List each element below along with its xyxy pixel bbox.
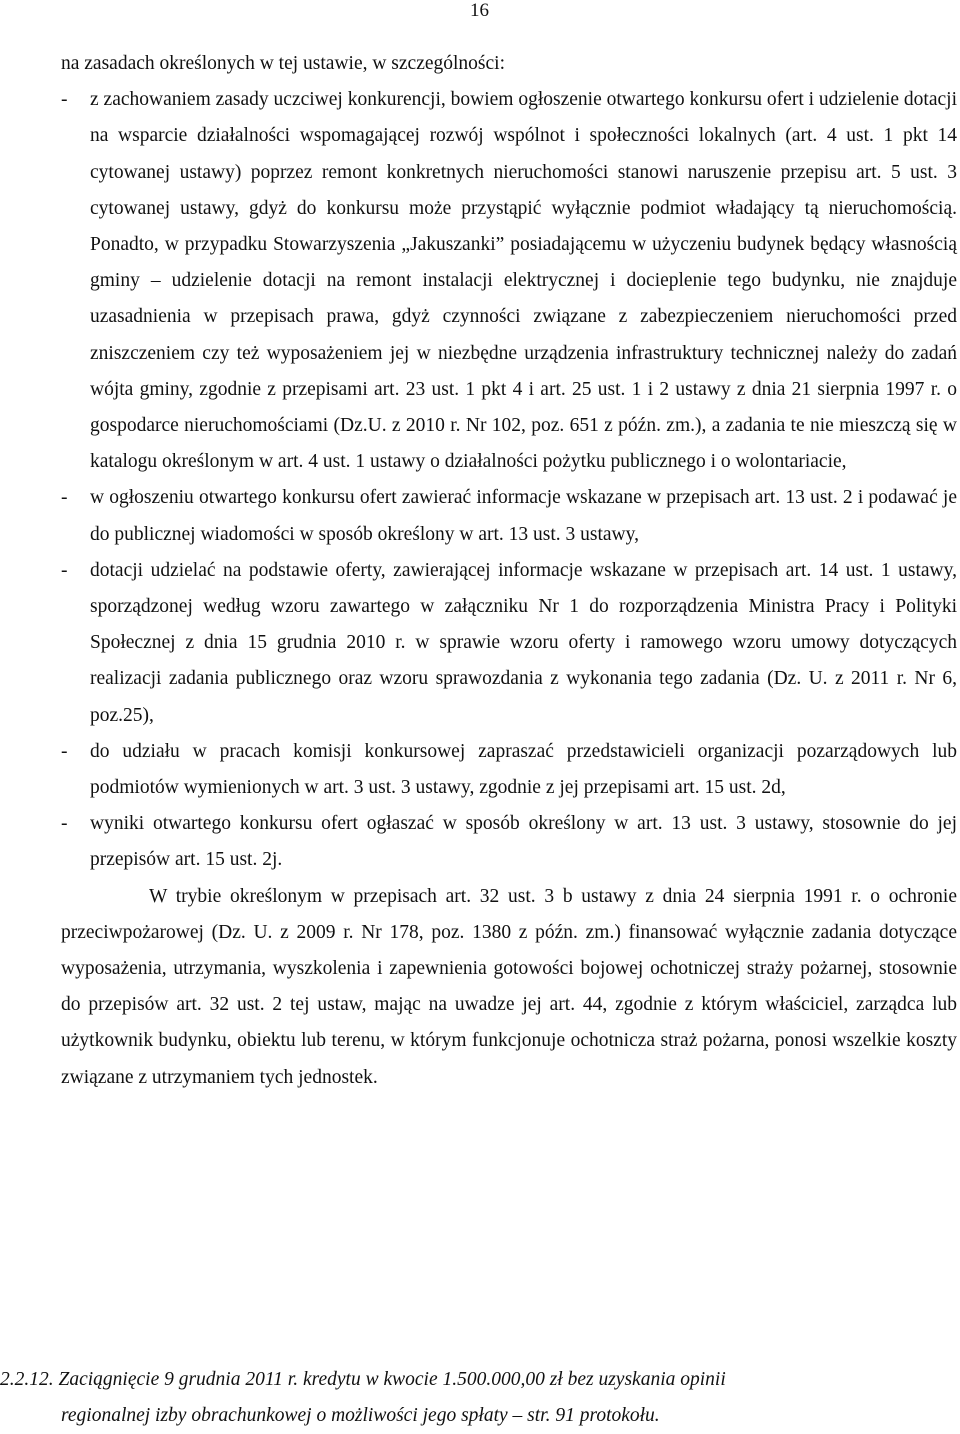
section-heading-line-2: regionalnej izby obrachunkowej o możliwości jego spłaty – str. 91 protokołu. [61, 1405, 660, 1426]
list-item-text: do udziału w pracach komisji konkursowej zapraszać przedstawicieli organizacji pozarządowych lub podmiotów wymienionych w art. 3 ust. 3 ustawy, zgodnie z jej przepisami art. 15 ust. 2d, [90, 740, 957, 799]
list-item [61, 734, 957, 806]
list-item [61, 82, 957, 480]
bullet-dash: - [61, 487, 68, 509]
list-item [61, 480, 957, 552]
document-body [61, 46, 957, 1096]
bullet-dash: - [61, 89, 68, 111]
list-item-text: dotacji udzielać na podstawie oferty, zawierającej informacje wskazane w przepisach art. 14 ust. 1 ustawy, sporządzonej według wzoru zawartego w załączniku Nr 1 do rozporządzenia Ministra Pracy i Polityki Społecznej z dnia 15 grudnia 2010 r. w sprawie wzoru oferty i ramowego wzoru umowy dotyczących realizacji zadania publicznego oraz wzoru sprawozdania z wykonania tego zadania (Dz. U. z 2011 r. Nr 6, poz.25), [90, 559, 957, 726]
body-paragraph: W trybie określonym w przepisach art. 32 ust. 3 b ustawy z dnia 24 sierpnia 1991 r. o ochronie przeciwpożarowej (Dz. U. z 2009 r. Nr 178, poz. 1380 z późn. zm.) finansować wyłącznie zadania dotyczące wyposażenia, utrzymania, wyszkolenia i zapewnienia gotowości bojowej ochotniczej straży pożarnej, stosownie do przepisów art. 32 ust. 2 tej ustaw, mając na uwadze jej art. 44, zgodnie z którym właściciel, zarządca lub użytkownik budynku, obiektu lub terenu, w którym funkcjonuje ochotnicza straż pożarna, ponosi wszelkie koszty związane z utrzymaniem tych jednostek. [61, 885, 957, 1088]
list-item-text: z zachowaniem zasady uczciwej konkurencji, bowiem ogłoszenie otwartego konkursu ofert i udzielenie dotacji na wsparcie działalności wspomagającej rozwój wspólnot i społeczności lokalnych (art. 4 ust. 1 pkt 14 cytowanej ustawy) poprzez remont konkretnych nieruchomości stanowi naruszenie przepisu art. 5 ust. 3 cytowanej ustawy, gdyż do konkursu może przystąpić wyłącznie podmiot władający tą nieruchomością. Ponadto, w przypadku Stowarzyszenia „Jakuszanki” posiadającemu w użyczeniu budynek będący własnością gminy – udzielenie dotacji na remont instalacji elektrycznej i docieplenie tego budynku, nie znajduje uzasadnienia w przepisach prawa, gdyż czynności związane z zabezpieczeniem nieruchomości przed zniszczeniem czy też wyposażeniem jej w niezbędne urządzenia infrastruktury technicznej należy do zadań wójta gminy, zgodnie z przepisami art. 23 ust. 1 pkt 4 i art. 25 ust. 1 i 2 ustawy z dnia 21 sierpnia 1997 r. o gospodarce nieruchomościami (Dz.U. z 2010 r. Nr 102, poz. 651 z późn. zm.), a zadania te nie mieszczą się w katalogu określonym w art. 4 ust. 1 ustawy o działalności pożytku publicznego i o wolontariacie, [90, 89, 957, 473]
page-number: 16 [470, 0, 489, 21]
intro-text: na zasadach określonych w tej ustawie, w szczególności: [61, 53, 506, 74]
list-item-text: wyniki otwartego konkursu ofert ogłaszać w sposób określony w art. 13 ust. 3 ustawy, stosownie do jej przepisów art. 15 ust. 2j. [90, 813, 957, 871]
list-item [61, 806, 957, 878]
bullet-dash: - [61, 740, 68, 762]
section-heading [0, 1362, 956, 1434]
bullet-dash: - [61, 559, 68, 581]
list-item [61, 553, 957, 734]
section-heading-line-1: 2.2.12. Zaciągnięcie 9 grudnia 2011 r. kredytu w kwocie 1.500.000,00 zł bez uzyskania opinii [0, 1369, 726, 1390]
list-item-text: w ogłoszeniu otwartego konkursu ofert zawierać informacje wskazane w przepisach art. 13 ust. 2 i podawać je do publicznej wiadomości w sposób określony w art. 13 ust. 3 ustawy, [90, 487, 957, 545]
bullet-dash: - [61, 813, 68, 835]
